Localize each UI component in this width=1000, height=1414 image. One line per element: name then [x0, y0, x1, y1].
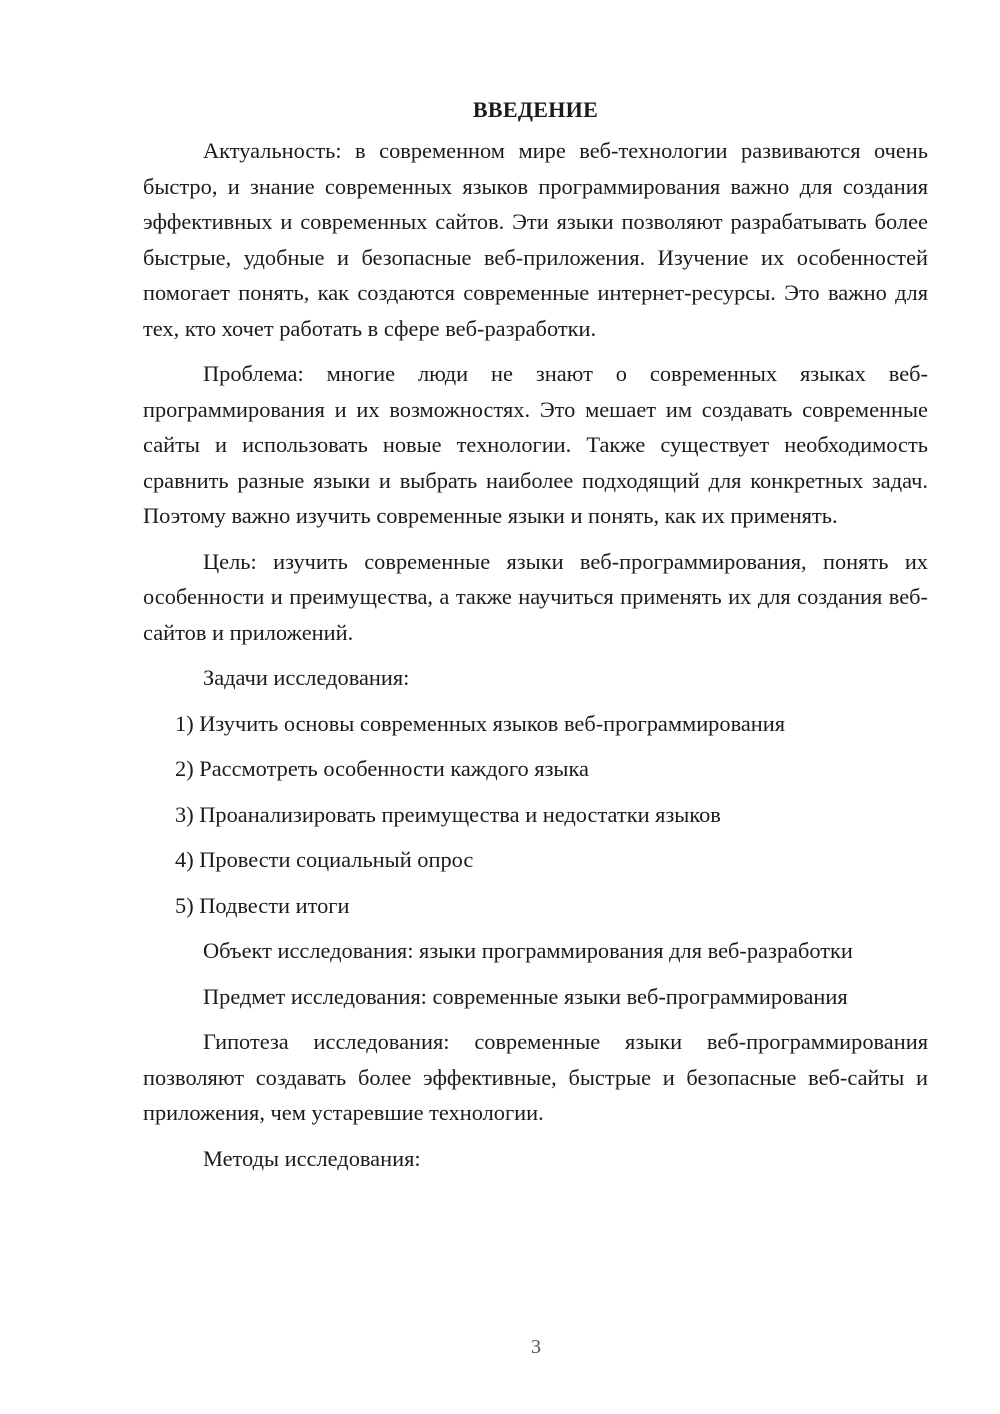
task-item-2: 2) Рассмотреть особенности каждого языка [175, 756, 589, 781]
task-item-5: 5) Подвести итоги [175, 892, 350, 918]
task-item-1: 1) Изучить основы современных языков веб-программирования [175, 710, 786, 736]
relevance-paragraph: Актуальность: в современном мире веб-технологии развиваются очень быстро, и знание современных языков программирования важно для создания эффективных и современных сайтов. Эти языки позволяют разрабатывать более быстрые, удобные и безопасные веб-приложения. Изучение их особенностей помогает понять, как создаются современные интернет-ресурсы. Это важно для тех, кто хочет работать в сфере веб-разработки. [143, 138, 928, 341]
hypothesis-paragraph: Гипотеза исследования: современные языки веб-программирования позволяют создавать более эффективные, быстрые и безопасные веб-сайты и приложения, чем устаревшие технологии. [143, 1029, 928, 1125]
page-title: ВВЕДЕНИЕ [472, 97, 599, 122]
object-paragraph: Объект исследования: языки программирования для веб-разработки [203, 938, 853, 963]
task-item-3: 3) Проанализировать преимущества и недостатки языков [175, 801, 721, 827]
goal-paragraph: Цель: изучить современные языки веб-программирования, понять их особенности и преимущества, а также научиться применять их для создания веб-сайтов и приложений. [143, 548, 928, 645]
page-number: 3 [531, 1336, 541, 1358]
subject-paragraph: Предмет исследования: современные языки веб-программирования [203, 983, 848, 1009]
task-item-4: 4) Провести социальный опрос [175, 847, 474, 872]
page-content [143, 93, 928, 1186]
tasks-heading: Задачи исследования: [203, 665, 410, 690]
problem-paragraph: Проблема: многие люди не знают о современных языках веб-программирования и их возможностях. Это мешает им создавать современные сайты и использовать новые технологии. Также существует необходимость сравнить разные языки и выбрать наиболее подходящий для конкретных задач. Поэтому важно изучить современные языки и понять, как их применять. [143, 361, 928, 528]
methods-heading: Методы исследования: [203, 1145, 421, 1171]
